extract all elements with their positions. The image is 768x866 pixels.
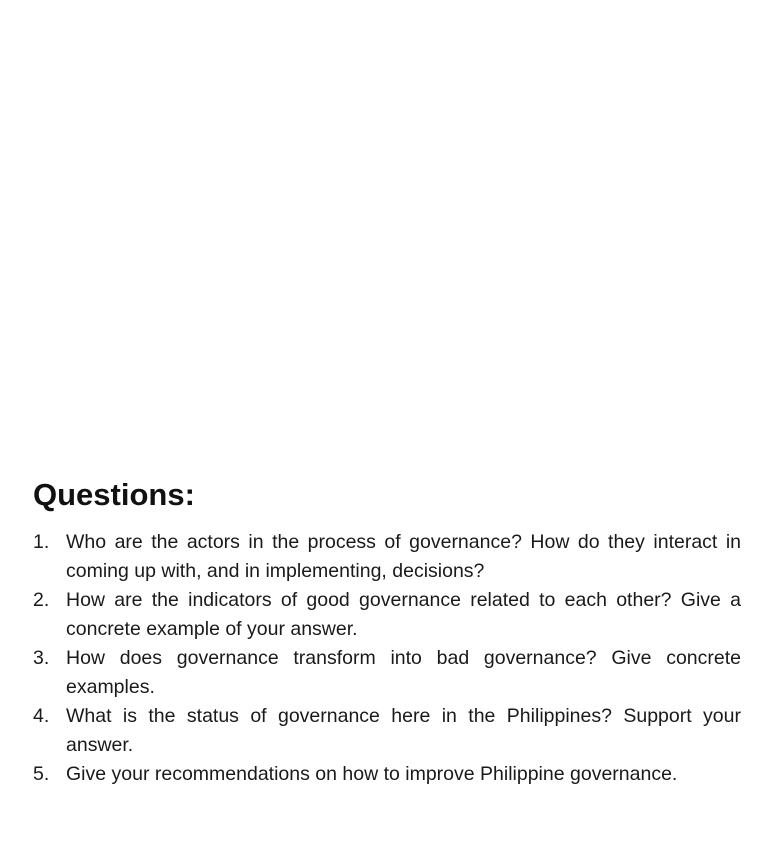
- question-text: How does governance transform into bad governance? Give concrete examples.: [66, 647, 741, 698]
- question-number: 5.: [33, 763, 50, 785]
- question-number: 1.: [33, 531, 50, 553]
- questions-list: [33, 528, 741, 789]
- question-number: 4.: [33, 705, 50, 727]
- question-number: 3.: [33, 647, 50, 669]
- question-text: What is the status of governance here in the Philippines? Support your answer.: [66, 705, 741, 756]
- question-text: How are the indicators of good governance related to each other? Give a concrete example of your answer.: [66, 589, 741, 640]
- question-item-4: [33, 702, 741, 760]
- question-item-3: [33, 644, 741, 702]
- question-item-5: [33, 760, 741, 789]
- question-item-2: [33, 586, 741, 644]
- question-number: 2.: [33, 589, 50, 611]
- question-text: Who are the actors in the process of governance? How do they interact in coming up with, and in implementing, decisions?: [66, 531, 741, 582]
- questions-heading: Questions:: [33, 477, 195, 512]
- question-text: Give your recommendations on how to improve Philippine governance.: [66, 763, 678, 785]
- question-item-1: [33, 528, 741, 586]
